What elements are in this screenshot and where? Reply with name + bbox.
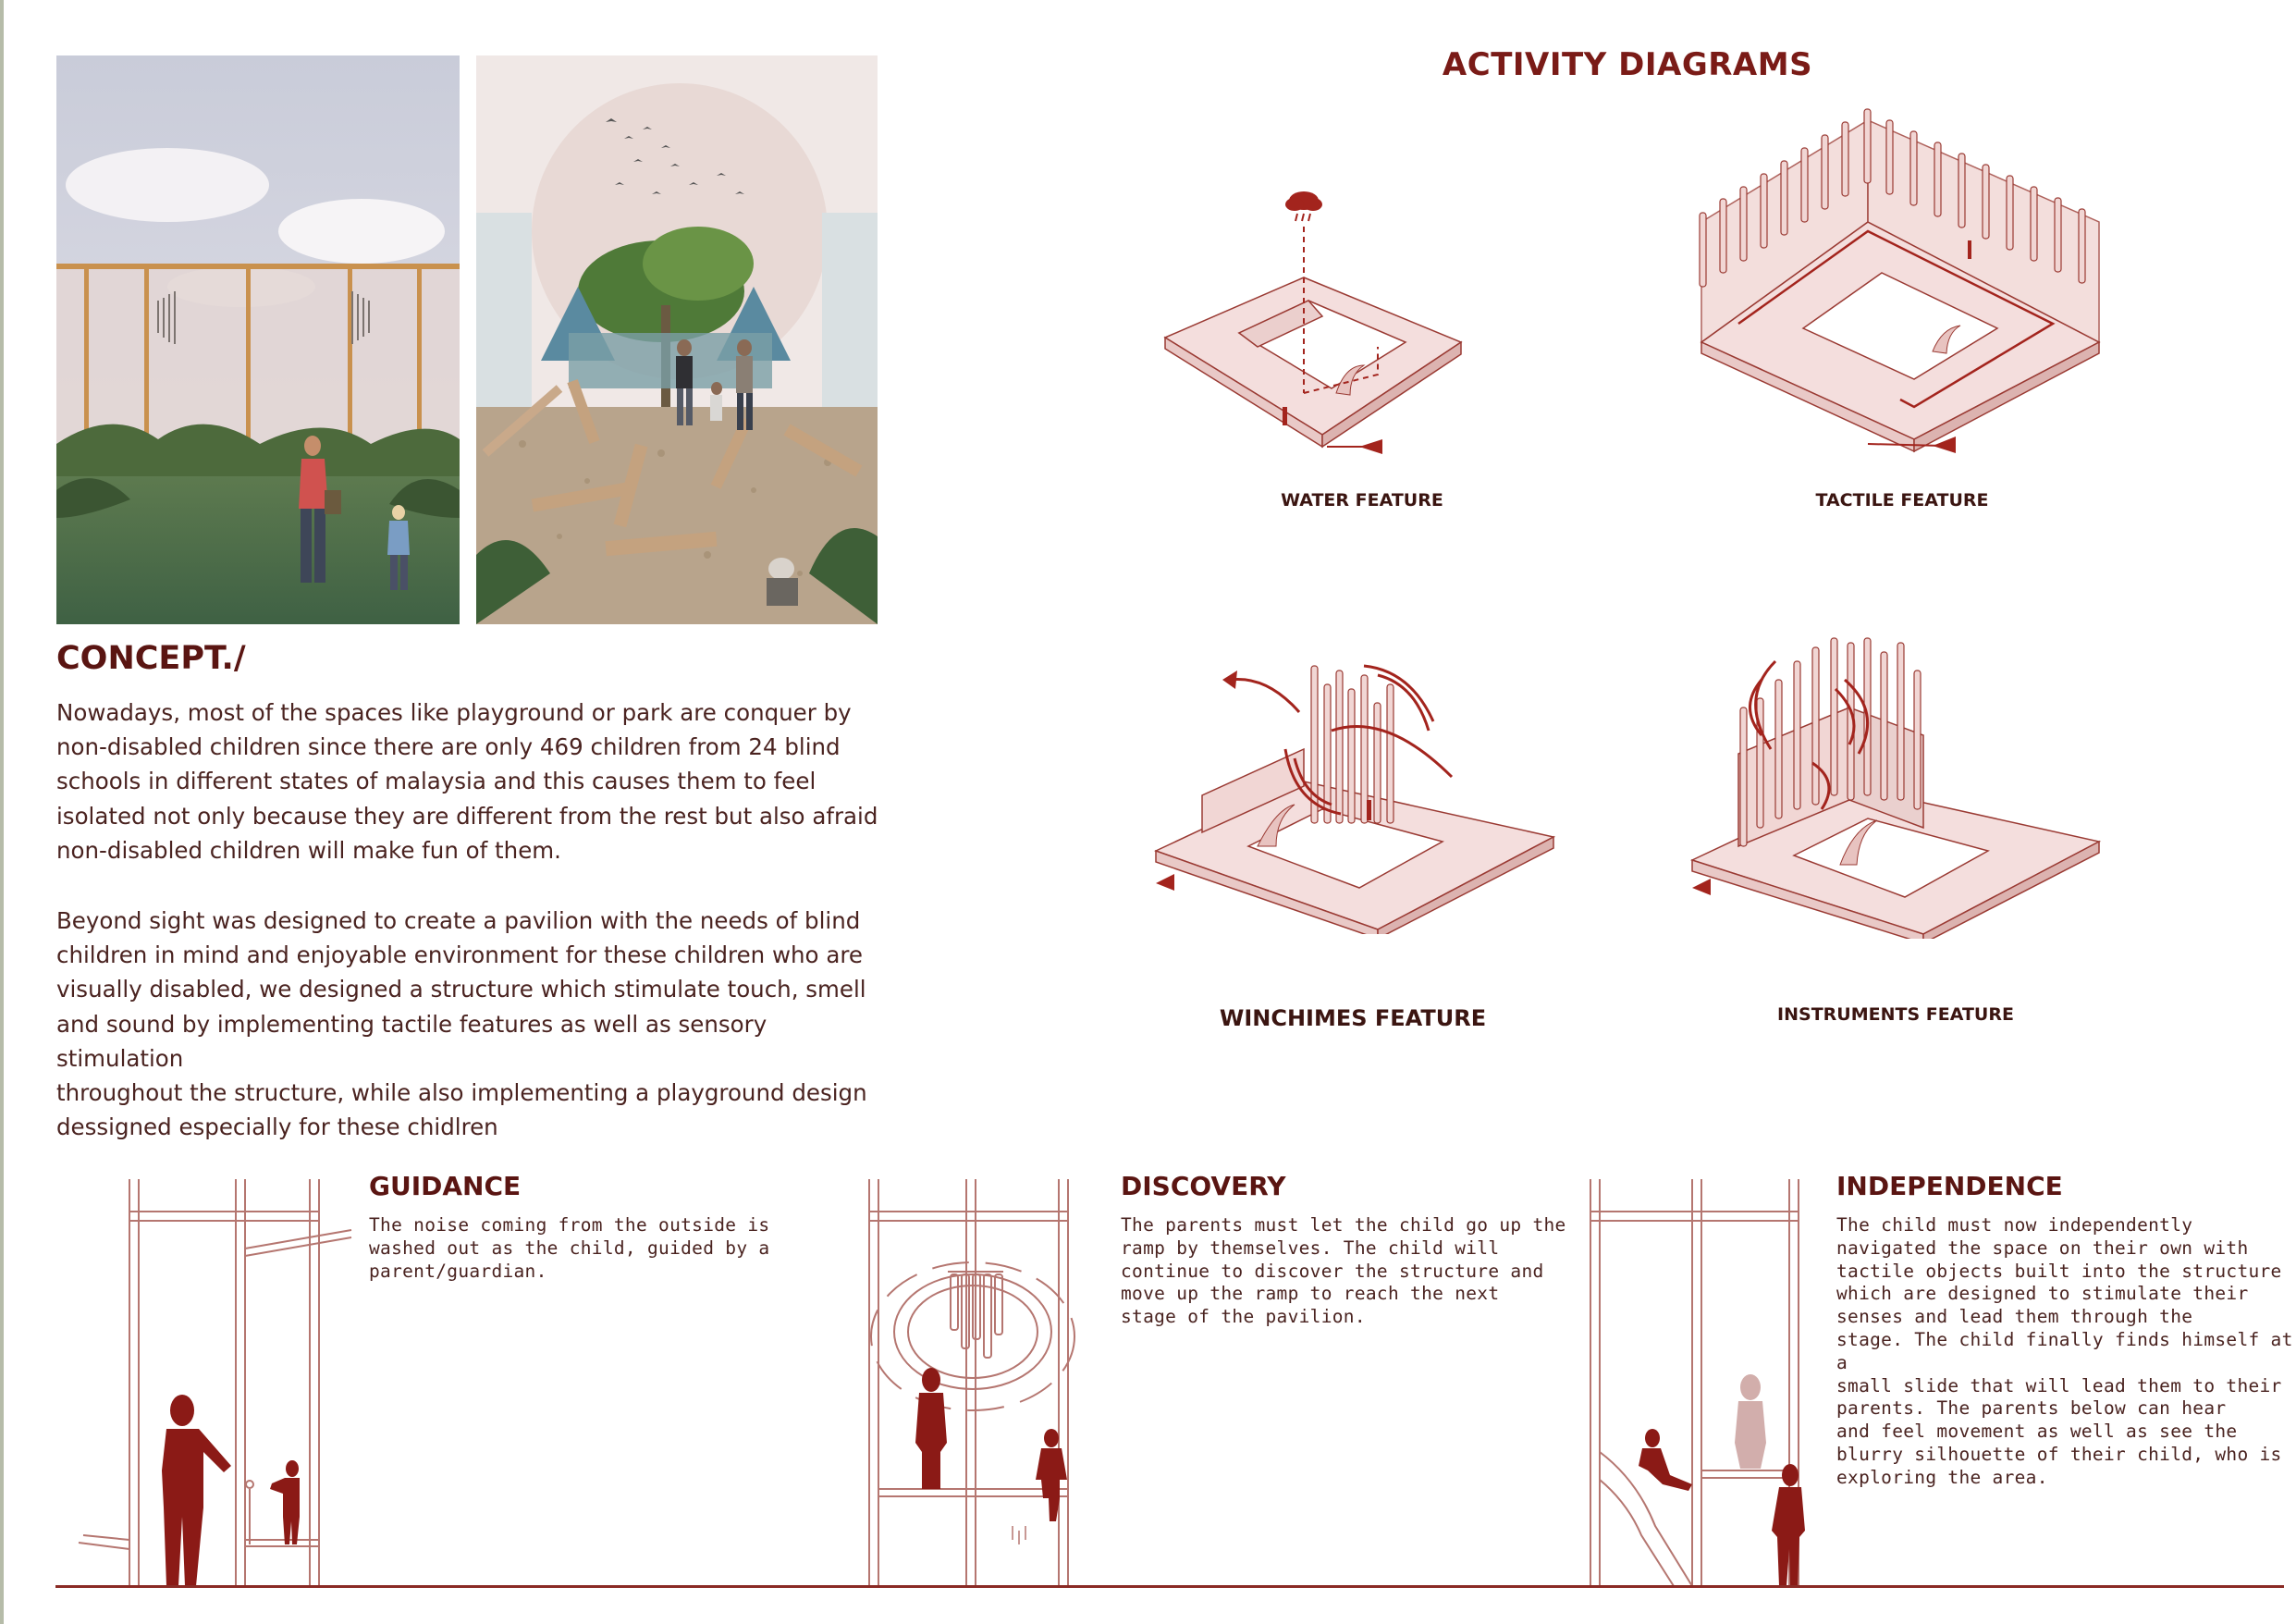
render-playground-image — [476, 55, 878, 624]
diagram-label-water: WATER FEATURE — [1281, 490, 1443, 511]
guidance-section-drawing — [74, 1175, 361, 1591]
text-line: blurry silhouette of their child, who is — [1836, 1443, 2282, 1465]
diagram-label-winchimes: WINCHIMES FEATURE — [1219, 1005, 1487, 1031]
text-line: senses and lead them through the — [1836, 1306, 2193, 1328]
text-line: visually disabled, we designed a structure which stimulate touch, smell — [56, 976, 866, 1003]
text-line: throughout the structure, while also implementing a playground design — [56, 1079, 867, 1107]
text-line: parents. The parents below can hear — [1836, 1397, 2227, 1420]
text-line: non-disabled children since there are only 469 children from 24 blind — [56, 733, 841, 761]
independence-section-drawing — [1581, 1175, 1831, 1591]
text-line: stage of the pavilion. — [1121, 1306, 1366, 1328]
tactile-feature-diagram — [1683, 102, 2108, 472]
concept-title: CONCEPT./ — [56, 640, 246, 677]
child-silhouette — [270, 1460, 300, 1544]
text-line: The parents must let the child go up the — [1121, 1214, 1566, 1236]
diagram-label-tactile: TACTILE FEATURE — [1815, 490, 1989, 511]
parent-silhouette — [162, 1395, 231, 1586]
text-line: The child must now independently — [1836, 1214, 2193, 1236]
text-line: small slide that will lead them to their — [1836, 1374, 2282, 1396]
winchimes-feature-diagram — [1147, 647, 1572, 934]
concept-paragraph-1 — [56, 695, 889, 867]
child-silhouette — [1036, 1429, 1067, 1521]
text-line: exploring the area. — [1836, 1466, 2048, 1488]
water-feature-diagram — [1147, 180, 1572, 476]
render-garden-image — [56, 55, 460, 624]
independence-text — [1836, 1214, 2296, 1490]
text-line: parent/guardian. — [369, 1260, 547, 1282]
instruments-feature-diagram — [1683, 624, 2108, 939]
diagram-label-instruments: INSTRUMENTS FEATURE — [1777, 1004, 2014, 1025]
sliding-child-silhouette — [1639, 1429, 1692, 1491]
text-line: and feel movement as well as see the — [1836, 1421, 2238, 1443]
page-edge-strip — [0, 0, 4, 1624]
activity-diagrams-heading: ACTIVITY DIAGRAMS — [1442, 46, 1813, 83]
text-line: tactile objects built into the structure — [1836, 1260, 2282, 1282]
discovery-title: DISCOVERY — [1121, 1171, 1286, 1201]
text-line: dessigned especially for these chidlren — [56, 1113, 498, 1141]
text-line: isolated not only because they are different from the rest but also afraid — [56, 802, 878, 830]
text-line: navigated the space on their own with — [1836, 1236, 2249, 1259]
text-line: and sound by implementing tactile features as well as sensory stimulation — [56, 1010, 767, 1072]
rain-cloud-icon — [1285, 191, 1322, 221]
text-line: children in mind and enjoyable environment for these children who are — [56, 941, 863, 969]
text-line: move up the ramp to reach the next — [1121, 1283, 1500, 1305]
guidance-text — [369, 1214, 769, 1283]
independence-title: INDEPENDENCE — [1836, 1171, 2063, 1201]
blurry-child-silhouette — [1735, 1374, 1766, 1469]
discovery-section-drawing — [860, 1175, 1128, 1591]
text-line: Nowadays, most of the spaces like playground or park are conquer by — [56, 699, 852, 726]
parent-silhouette — [915, 1368, 947, 1489]
text-line: stage. The child finally finds himself at a — [1836, 1328, 2293, 1373]
text-line: which are designed to stimulate their — [1836, 1283, 2249, 1305]
guidance-title: GUIDANCE — [369, 1171, 522, 1201]
text-line: ramp by themselves. The child will — [1121, 1236, 1500, 1259]
text-line: washed out as the child, guided by a — [369, 1236, 770, 1259]
text-line: schools in different states of malaysia and this causes them to feel — [56, 768, 816, 795]
text-line: Beyond sight was designed to create a pavilion with the needs of blind — [56, 907, 861, 934]
concept-paragraph-2 — [56, 904, 889, 1144]
discovery-text — [1121, 1214, 1566, 1329]
text-line: continue to discover the structure and — [1121, 1260, 1544, 1282]
text-line: non-disabled children will make fun of them. — [56, 836, 561, 864]
ground-line — [55, 1585, 2284, 1588]
text-line: The noise coming from the outside is — [369, 1214, 770, 1236]
